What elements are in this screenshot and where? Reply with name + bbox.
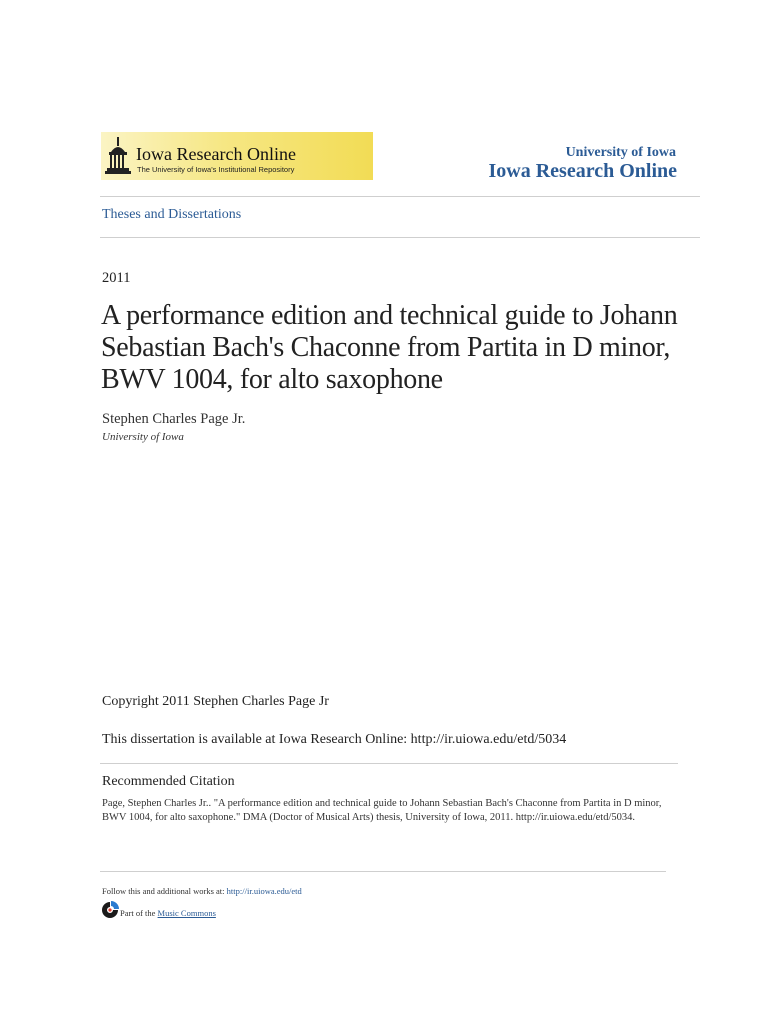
divider [100, 763, 678, 764]
divider [100, 196, 700, 197]
follow-label: Follow this and additional works at: [102, 886, 225, 896]
availability-notice: This dissertation is available at Iowa Research Online: http://ir.uiowa.edu/etd/5034 [102, 732, 567, 747]
divider [100, 237, 700, 238]
copyright-notice: Copyright 2011 Stephen Charles Page Jr [102, 694, 329, 709]
author-affiliation: University of Iowa [102, 431, 184, 443]
repository-link[interactable]: Iowa Research Online [488, 160, 677, 182]
repository-logo-banner[interactable] [101, 132, 373, 180]
collection-link[interactable]: Theses and Dissertations [102, 207, 242, 222]
old-capitol-building-icon [105, 136, 131, 176]
divider [100, 871, 666, 872]
citation-text: Page, Stephen Charles Jr.. "A performance edition and technical guide to Johann Sebastian Bach's Chaconne from Partita in D minor, BWV 1004, for alto saxophone." DMA (Doctor of Musical Arts) thesis, University of Iowa, 2011. http://ir.uiowa.edu/etd/5034. [102, 798, 662, 823]
commons-network-icon [101, 901, 119, 919]
citation-heading: Recommended Citation [102, 774, 235, 789]
author-name: Stephen Charles Page Jr. [102, 411, 246, 427]
follow-link[interactable]: http://ir.uiowa.edu/etd [226, 886, 302, 896]
document-title: A performance edition and technical guide to Johann Sebastian Bach's Chaconne from Partita in D minor, BWV 1004, for alto saxophone [101, 300, 678, 395]
music-commons-link[interactable]: Music Commons [157, 908, 216, 918]
part-of-line [120, 908, 216, 918]
publication-year: 2011 [102, 270, 131, 286]
logo-subtitle: The University of Iowa's Institutional Repository [137, 165, 295, 174]
follow-line [102, 886, 302, 896]
part-of-label: Part of the [120, 908, 156, 918]
logo-title: Iowa Research Online [136, 144, 296, 164]
university-link[interactable]: University of Iowa [565, 145, 676, 160]
